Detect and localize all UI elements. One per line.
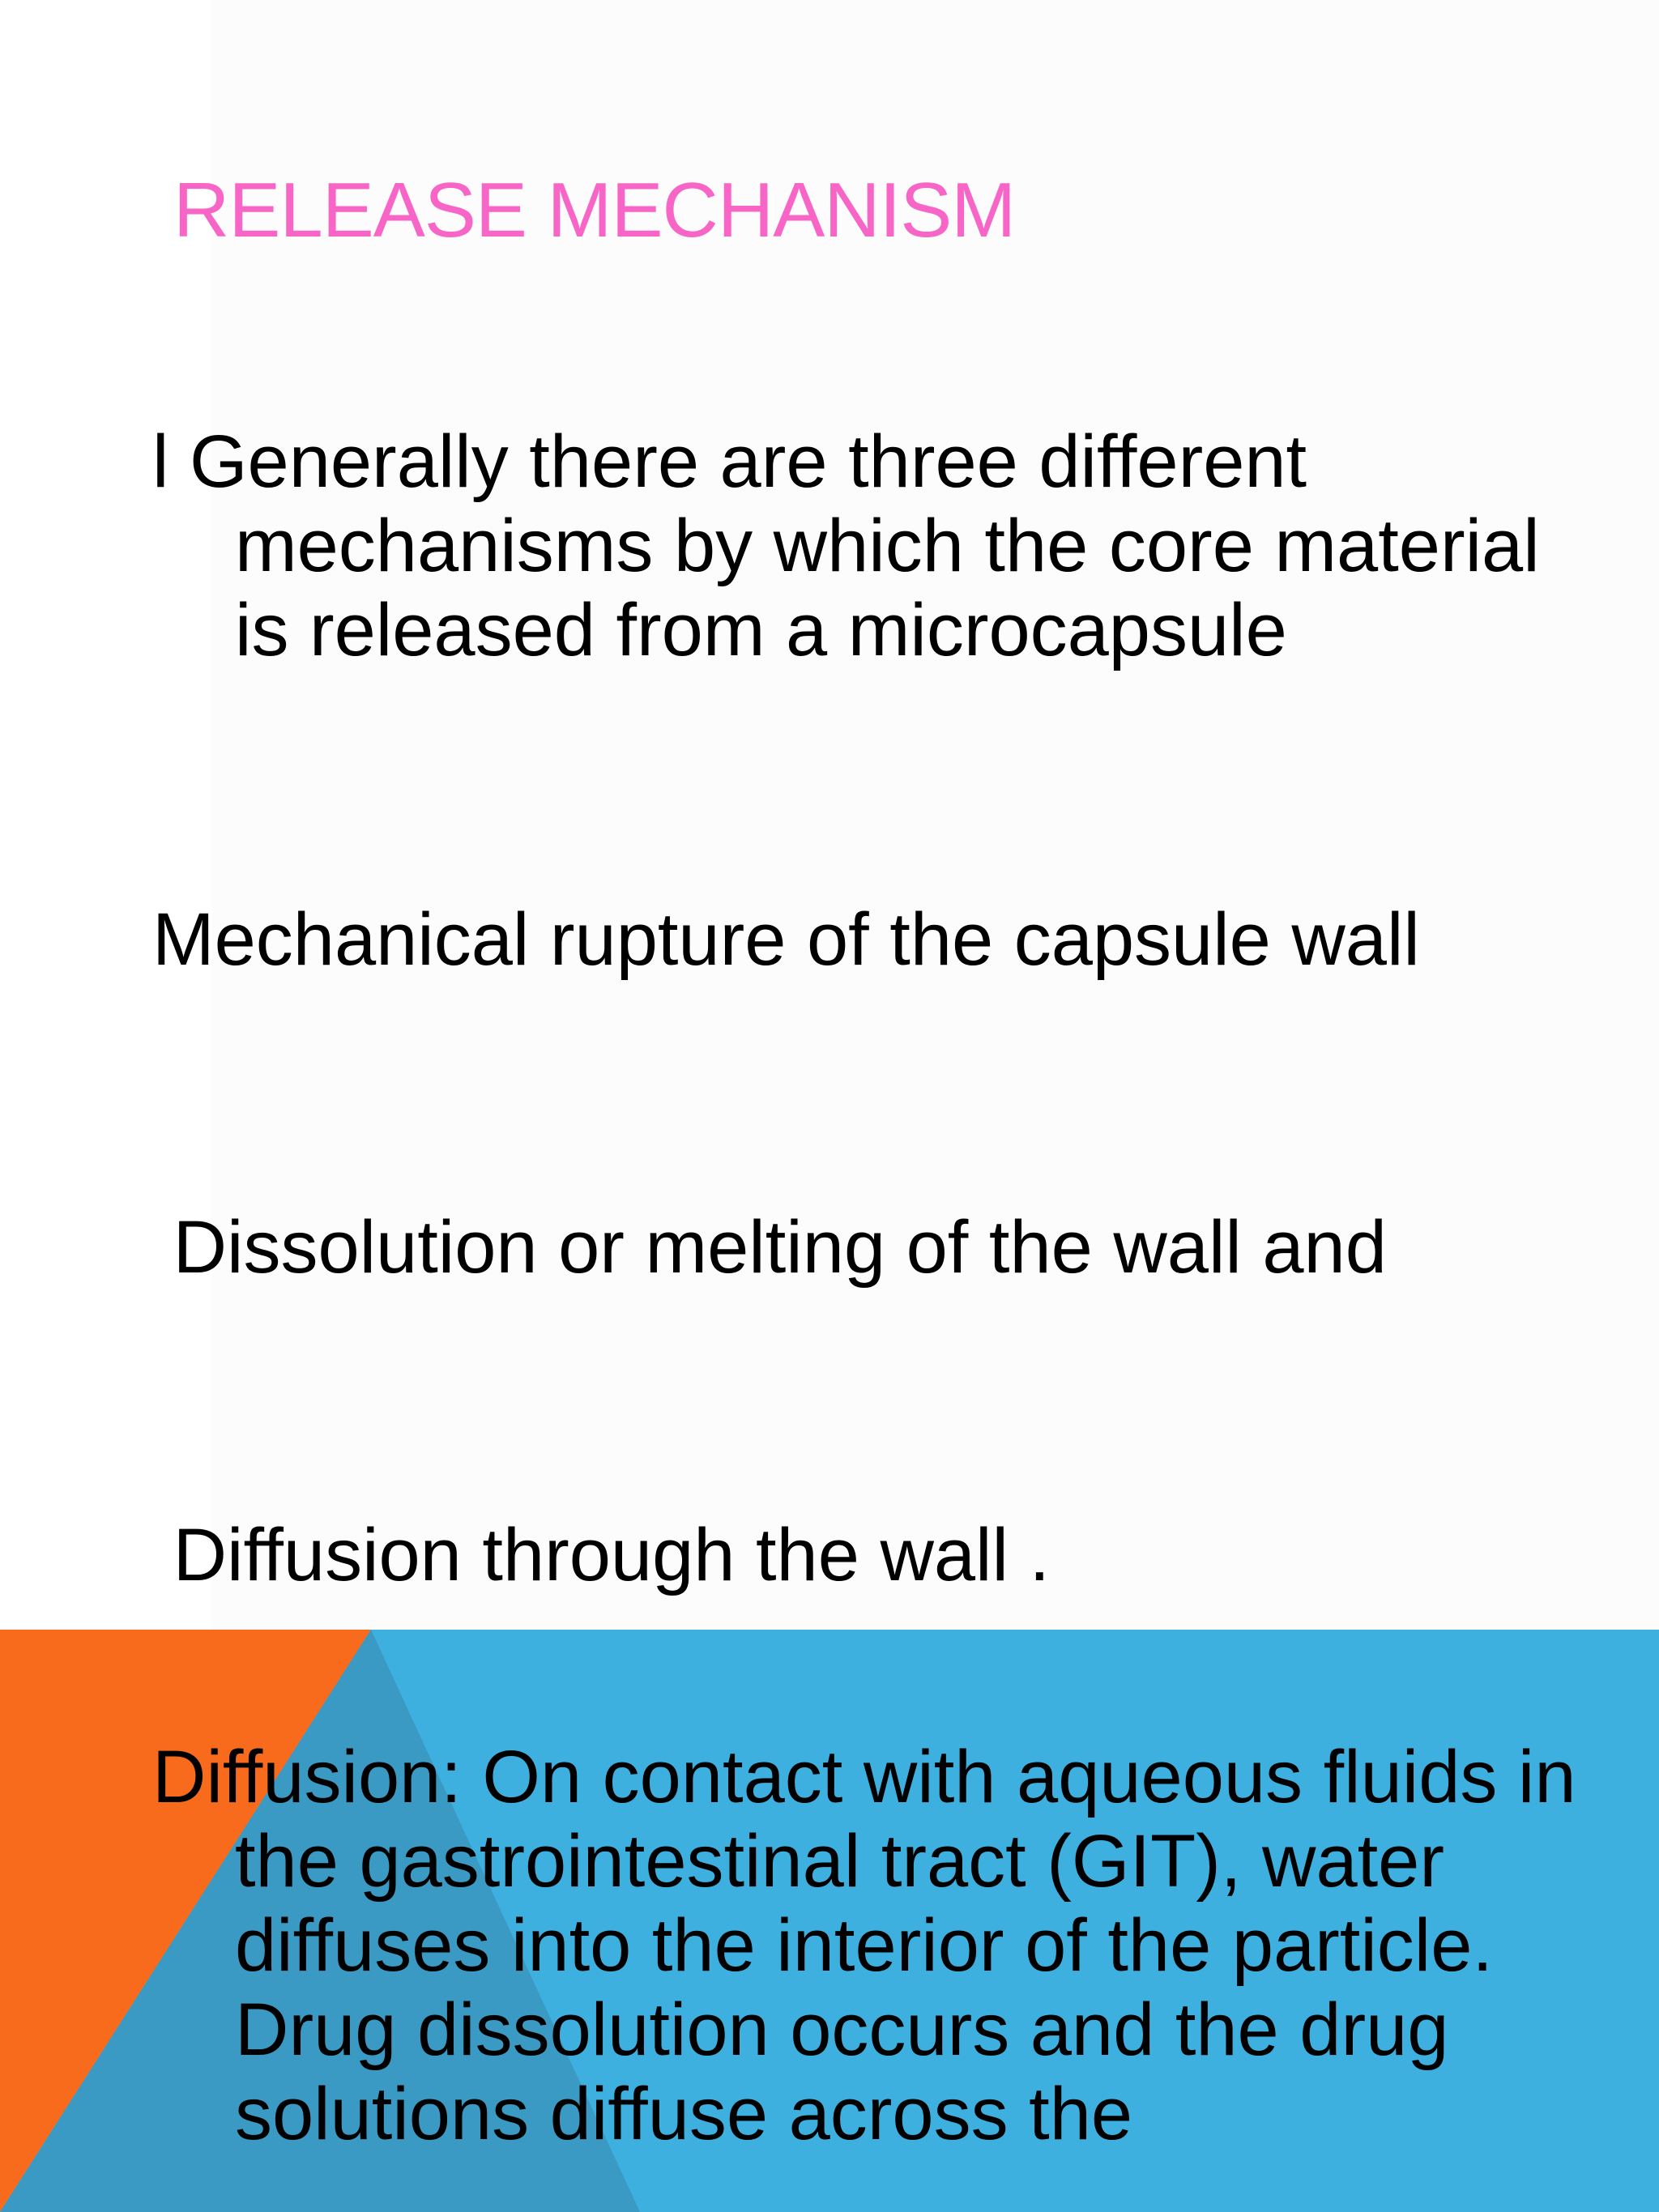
- paragraph-diffusion-through-wall: Diffusion through the wall .: [152, 1514, 1051, 1596]
- paragraph-generally: l Generally there are three different mechanisms by which the core material is released from a microcapsule: [152, 420, 1540, 671]
- paragraph-mechanical-rupture: Mechanical rupture of the capsule wall: [152, 898, 1420, 981]
- paragraph-diffusion-explanation: Diffusion: On contact with aqueous fluids in the gastrointestinal tract (GIT), water diffuses into the interior of the particle. Drug dissolution occurs and the drug solutions diffuse across the: [152, 1736, 1576, 2155]
- slide-title: RELEASE MECHANISM: [173, 167, 1016, 254]
- paragraph-dissolution: Dissolution or melting of the wall and: [152, 1206, 1387, 1289]
